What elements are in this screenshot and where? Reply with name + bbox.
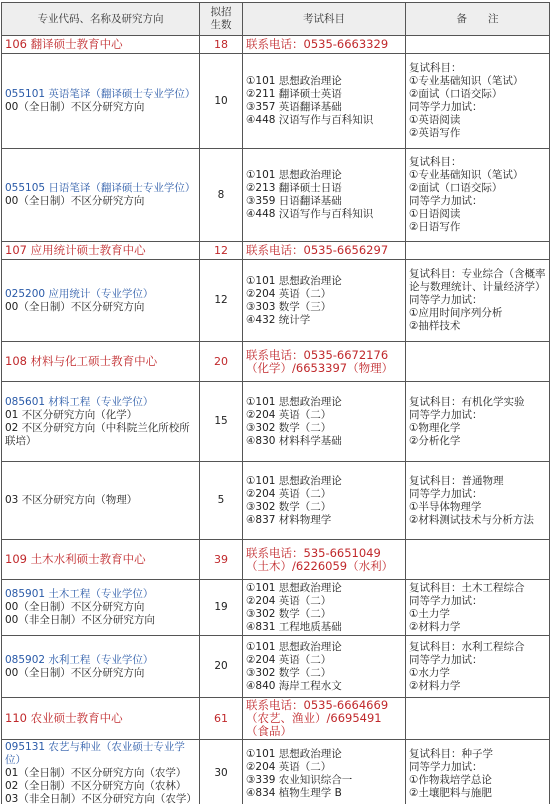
program-exams	[243, 636, 406, 698]
program-direction: 00（全日制）不区分研究方向	[5, 101, 145, 113]
exam-item: ①101 思想政治理论	[246, 747, 342, 760]
program-title: 085601 材料工程（专业学位）	[5, 395, 154, 408]
program-info	[2, 636, 200, 698]
exam-item: ③302 数学（二）	[246, 421, 332, 434]
note-item: ②材料力学	[409, 620, 461, 633]
note-item: ②抽样技术	[409, 320, 461, 332]
exam-item: ①101 思想政治理论	[246, 75, 342, 87]
header-enrollment: 拟招 生数	[200, 3, 243, 36]
note-item: ①应用时间序列分析	[409, 307, 503, 319]
header-major-direction: 专业代码、名称及研究方向	[2, 3, 200, 36]
exam-item: ②204 英语（二）	[246, 408, 332, 421]
exam-item: ③357 英语翻译基础	[246, 101, 342, 113]
program-notes	[406, 260, 550, 342]
exam-item: ④837 材料物理学	[246, 513, 332, 526]
note-item: 同等学力加试：	[409, 653, 483, 666]
program-info	[2, 580, 200, 636]
program-count: 12	[200, 260, 243, 342]
header-exam-subjects: 考试科目	[243, 3, 406, 36]
program-notes	[406, 54, 550, 149]
center-contact: 联系电话：0535-6672176（化学）/6653397（物理）	[243, 342, 406, 382]
program-info	[2, 260, 200, 342]
note-item: ①作物栽培学总论	[409, 773, 492, 786]
exam-item: ①101 思想政治理论	[246, 581, 342, 594]
center-note-empty	[406, 540, 550, 580]
program-direction: 03（非全日制）不区分研究方向（农学）	[5, 793, 197, 804]
header-remarks: 备 注	[406, 3, 550, 36]
program-row	[2, 462, 550, 540]
center-name: 110 农业硕士教育中心	[2, 698, 200, 740]
program-notes	[406, 149, 550, 242]
center-count: 18	[200, 36, 243, 54]
center-contact: 联系电话：0535-6664669（农艺、渔业）/6695491（食品）	[243, 698, 406, 740]
exam-item: ③302 数学（二）	[246, 500, 332, 513]
note-item: ①水力学	[409, 666, 450, 679]
center-note-empty	[406, 698, 550, 740]
note-item: ①土力学	[409, 607, 450, 620]
program-info	[2, 740, 200, 804]
exam-item: ②211 翻译硕士英语	[246, 88, 342, 100]
exam-item: ②204 英语（二）	[246, 760, 332, 773]
center-count: 12	[200, 242, 243, 260]
program-exams	[243, 740, 406, 804]
note-item: 复试科目：专业综合（含概率论与数理统计、计量经济学）	[409, 268, 546, 293]
program-direction: 00（全日制）不区分研究方向	[5, 195, 145, 207]
note-item: 同等学力加试：	[409, 487, 483, 500]
program-direction: 03 不区分研究方向（物理）	[5, 494, 138, 506]
note-item: ②面试（口语交际）	[409, 88, 503, 100]
exam-item: ④834 植物生理学 B	[246, 786, 342, 799]
program-direction: 01（全日制）不区分研究方向（农学）	[5, 767, 187, 779]
program-notes	[406, 382, 550, 462]
exam-item: ②204 英语（二）	[246, 287, 332, 300]
program-notes	[406, 636, 550, 698]
note-item: 同等学力加试：	[409, 195, 483, 207]
program-row	[2, 260, 550, 342]
program-exams	[243, 260, 406, 342]
program-row	[2, 580, 550, 636]
center-row	[2, 342, 550, 382]
note-item: ①半导体物理学	[409, 500, 482, 513]
exam-item: ④830 材料科学基础	[246, 434, 342, 447]
program-title: 055105 日语笔译（翻译硕士专业学位）	[5, 182, 196, 194]
program-notes	[406, 740, 550, 804]
program-exams	[243, 149, 406, 242]
program-notes	[406, 580, 550, 636]
center-name: 107 应用统计硕士教育中心	[2, 242, 200, 260]
exam-item: ①101 思想政治理论	[246, 474, 342, 487]
center-row	[2, 36, 550, 54]
program-title: 055101 英语笔译（翻译硕士专业学位）	[5, 88, 196, 100]
exam-item: ④448 汉语写作与百科知识	[246, 114, 374, 126]
program-info	[2, 462, 200, 540]
center-name: 109 土木水利硕士教育中心	[2, 540, 200, 580]
note-item: ②日语写作	[409, 221, 461, 233]
exam-item: ④432 统计学	[246, 313, 311, 326]
center-note-empty	[406, 242, 550, 260]
program-row	[2, 149, 550, 242]
program-title: 025200 应用统计（专业学位）	[5, 287, 154, 300]
program-title: 085902 水利工程（专业学位）	[5, 653, 154, 666]
note-item: ①物理化学	[409, 421, 461, 434]
note-item: 同等学力加试：	[409, 760, 483, 773]
note-item: 复试科目：土木工程综合	[409, 581, 525, 594]
exam-item: ②213 翻译硕士日语	[246, 182, 342, 194]
program-count: 10	[200, 54, 243, 149]
note-item: ①英语阅读	[409, 114, 461, 126]
center-contact: 联系电话：535-6651049（土木）/6226059（水利）	[243, 540, 406, 580]
program-title: 085901 土木工程（专业学位）	[5, 588, 154, 600]
note-item: 复试科目：种子学	[409, 747, 493, 760]
program-direction: 00（非全日制）不区分研究方向	[5, 614, 155, 626]
note-item: 复试科目：有机化学实验	[409, 395, 525, 408]
exam-item: ②204 英语（二）	[246, 653, 332, 666]
note-item: ②面试（口语交际）	[409, 182, 503, 194]
program-direction: 02 不区分研究方向（中科院兰化所校所联培）	[5, 421, 190, 447]
center-contact: 联系电话：0535-6663329	[243, 36, 406, 54]
center-count: 20	[200, 342, 243, 382]
program-exams	[243, 580, 406, 636]
exam-item: ①101 思想政治理论	[246, 169, 342, 181]
exam-item: ③302 数学（二）	[246, 607, 332, 620]
note-item: ①专业基础知识（笔试）	[409, 169, 524, 181]
program-exams	[243, 54, 406, 149]
note-item: ①日语阅读	[409, 208, 461, 220]
program-count: 8	[200, 149, 243, 242]
exam-item: ④831 工程地质基础	[246, 620, 342, 633]
exam-item: ③302 数学（二）	[246, 666, 332, 679]
note-item: 同等学力加试：	[409, 408, 483, 421]
center-row	[2, 540, 550, 580]
center-row	[2, 698, 550, 740]
note-item: 复试科目：	[409, 156, 462, 168]
program-info	[2, 149, 200, 242]
exam-item: ③339 农业知识综合一	[246, 773, 353, 786]
center-count: 39	[200, 540, 243, 580]
note-item: 复试科目：普通物理	[409, 474, 504, 487]
exam-item: ④840 海岸工程水文	[246, 679, 342, 692]
program-row	[2, 636, 550, 698]
program-count: 15	[200, 382, 243, 462]
program-count: 5	[200, 462, 243, 540]
exam-item: ④448 汉语写作与百科知识	[246, 208, 374, 220]
exam-item: ①101 思想政治理论	[246, 640, 342, 653]
note-item: 同等学力加试：	[409, 101, 483, 113]
program-direction: 00（全日制）不区分研究方向	[5, 300, 145, 313]
note-item: 复试科目：水利工程综合	[409, 640, 525, 653]
program-count: 19	[200, 580, 243, 636]
exam-item: ①101 思想政治理论	[246, 274, 342, 287]
program-direction: 00（全日制）不区分研究方向	[5, 601, 145, 613]
note-item: ②土壤肥料与施肥	[409, 786, 492, 799]
program-exams	[243, 382, 406, 462]
program-row	[2, 740, 550, 804]
center-contact: 联系电话：0535-6656297	[243, 242, 406, 260]
note-item: ②分析化学	[409, 434, 461, 447]
exam-item: ②204 英语（二）	[246, 594, 332, 607]
program-title: 095131 农艺与种业（农业硕士专业学位）	[5, 741, 185, 766]
exam-item: ②204 英语（二）	[246, 487, 332, 500]
note-item: ②材料力学	[409, 679, 461, 692]
note-item: 复试科目：	[409, 62, 462, 74]
program-direction: 02（全日制）不区分研究方向（农林）	[5, 780, 187, 792]
note-item: 同等学力加试：	[409, 594, 483, 607]
program-notes	[406, 462, 550, 540]
program-direction: 00（全日制）不区分研究方向	[5, 666, 145, 679]
table-header-row	[2, 3, 550, 36]
program-direction: 01 不区分研究方向（化学）	[5, 408, 138, 421]
program-row	[2, 54, 550, 149]
program-exams	[243, 462, 406, 540]
center-row	[2, 242, 550, 260]
note-item: ①专业基础知识（笔试）	[409, 75, 524, 87]
note-item: ②英语写作	[409, 127, 461, 139]
center-note-empty	[406, 342, 550, 382]
center-name: 108 材料与化工硕士教育中心	[2, 342, 200, 382]
exam-item: ③303 数学（三）	[246, 300, 332, 313]
exam-item: ③359 日语翻译基础	[246, 195, 342, 207]
note-item: 同等学力加试：	[409, 294, 483, 306]
center-count: 61	[200, 698, 243, 740]
program-row	[2, 382, 550, 462]
program-info	[2, 54, 200, 149]
program-count: 20	[200, 636, 243, 698]
admissions-table	[1, 2, 550, 804]
exam-item: ①101 思想政治理论	[246, 395, 342, 408]
program-info	[2, 382, 200, 462]
note-item: ②材料测试技术与分析方法	[409, 513, 534, 526]
center-note-empty	[406, 36, 550, 54]
program-count: 30	[200, 740, 243, 804]
center-name: 106 翻译硕士教育中心	[2, 36, 200, 54]
